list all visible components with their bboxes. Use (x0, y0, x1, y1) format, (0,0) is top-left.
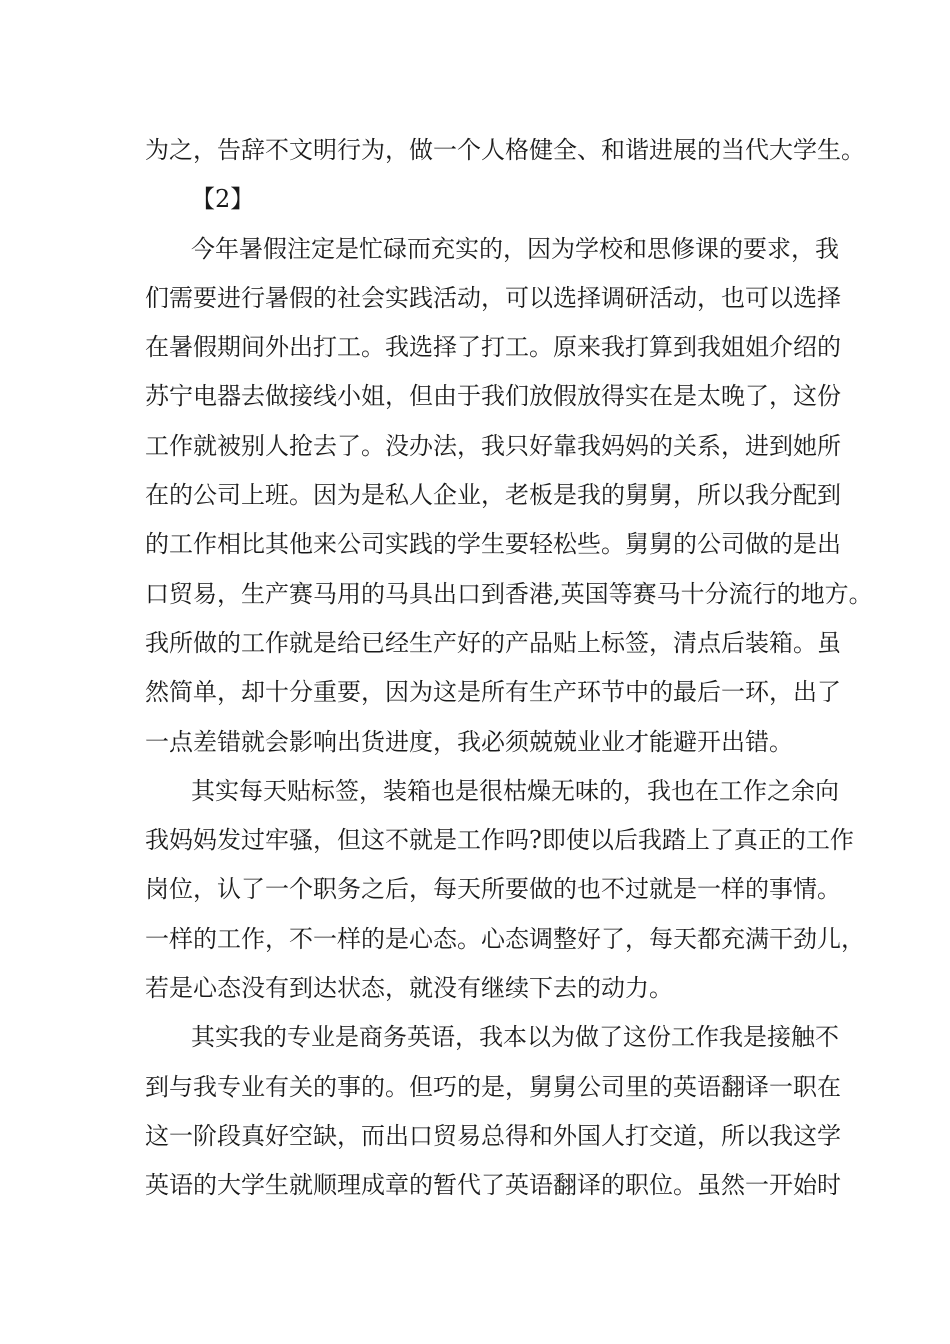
text-line: 【2】 (191, 185, 255, 214)
text-line: 其实我的专业是商务英语，我本以为做了这份工作我是接触不 (191, 1023, 839, 1052)
text-line: 今年暑假注定是忙碌而充实的，因为学校和思修课的要求，我 (191, 234, 839, 263)
text-line: 岗位，认了一个职务之后，每天所要做的也不过就是一样的事情。 (145, 875, 841, 904)
text-line: 然简单，却十分重要，因为这是所有生产环节中的最后一环，出了 (145, 678, 841, 707)
text-line: 苏宁电器去做接线小姐，但由于我们放假放得实在是太晚了，这份 (145, 382, 841, 411)
text-line: 在的公司上班。因为是私人企业，老板是我的舅舅，所以我分配到 (145, 481, 841, 510)
text-line: 为之，告辞不文明行为，做一个人格健全、和谐进展的当代大学生。 (145, 136, 865, 164)
text-line: 的工作相比其他来公司实践的学生要轻松些。舅舅的公司做的是出 (145, 530, 841, 559)
text-line: 工作就被别人抢去了。没办法，我只好靠我妈妈的关系，进到她所 (145, 431, 841, 460)
text-line: 到与我专业有关的事的。但巧的是，舅舅公司里的英语翻译一职在 (145, 1072, 841, 1101)
text-line: 其实每天贴标签，装箱也是很枯燥无味的，我也在工作之余向 (191, 776, 839, 805)
text-line: 这一阶段真好空缺，而出口贸易总得和外国人打交道，所以我这学 (145, 1121, 841, 1150)
text-line: 我妈妈发过牢骚，但这不就是工作吗?即使以后我踏上了真正的工作 (145, 826, 854, 855)
text-line: 我所做的工作就是给已经生产好的产品贴上标签，清点后装箱。虽 (145, 628, 841, 657)
document-body (145, 126, 873, 1211)
text-line: 英语的大学生就顺理成章的暂代了英语翻译的职位。虽然一开始时 (145, 1171, 841, 1200)
text-line: 口贸易，生产赛马用的马具出口到香港,英国等赛马十分流行的地方。 (145, 579, 873, 608)
text-line: 一点差错就会影响出货进度，我必须兢兢业业才能避开出错。 (145, 727, 793, 756)
text-line: 若是心态没有到达状态，就没有继续下去的动力。 (145, 974, 673, 1003)
text-line: 在暑假期间外出打工。我选择了打工。原来我打算到我姐姐介绍的 (145, 333, 841, 362)
text-line: 一样的工作，不一样的是心态。心态调整好了，每天都充满干劲儿， (145, 924, 865, 953)
text-line: 们需要进行暑假的社会实践活动，可以选择调研活动，也可以选择 (145, 283, 841, 312)
